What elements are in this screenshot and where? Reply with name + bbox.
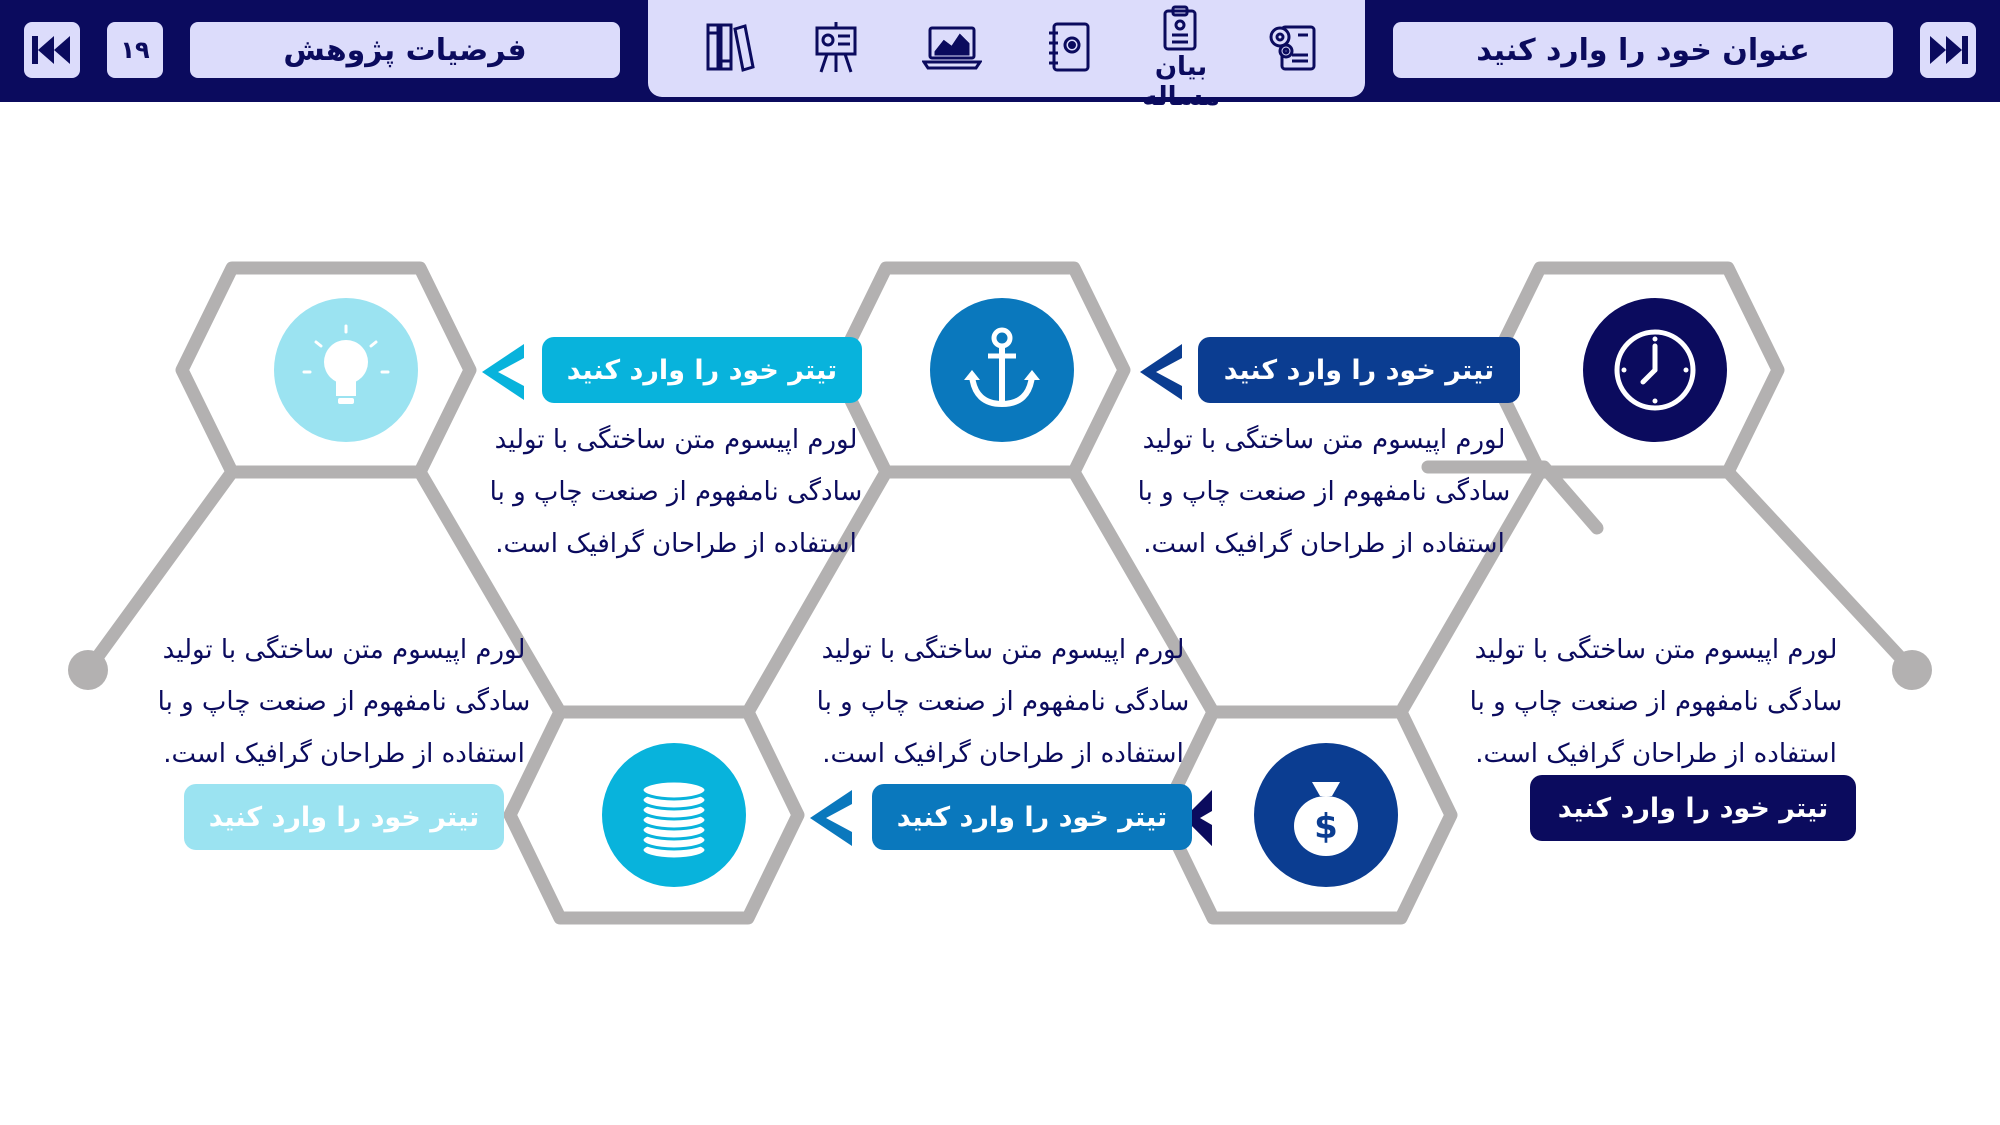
- step-5-description: لورم اپیسوم متن ساختگی با تولید سادگی نامفهوم از صنعت چاپ و با استفاده از طراحان گرافیک است.: [157, 635, 531, 769]
- active-icon-label: بیان مساله: [1142, 52, 1220, 112]
- endpoint-dot: [68, 650, 108, 690]
- lightbulb-icon: [274, 298, 418, 442]
- step-2-description: لورم اپیسوم متن ساختگی با تولید سادگی نامفهوم از صنعت چاپ و با استفاده از طراحان گرافیک است.: [1137, 425, 1511, 559]
- step-5-title[interactable]: تیتر خود را وارد کنید: [184, 784, 504, 850]
- svg-text:$: $: [1314, 807, 1338, 847]
- database-icon: [602, 743, 746, 887]
- step-3-title[interactable]: تیتر خود را وارد کنید: [872, 784, 1192, 850]
- clock-icon: [1583, 298, 1727, 442]
- page-number: ۱۹: [107, 22, 163, 78]
- main-title[interactable]: عنوان خود را وارد کنید: [1393, 22, 1893, 78]
- money-bag-icon: [1254, 743, 1398, 887]
- step-4-title[interactable]: تیتر خود را وارد کنید: [542, 337, 862, 403]
- step-1-description: لورم اپیسوم متن ساختگی با تولید سادگی نامفهوم از صنعت چاپ و با استفاده از طراحان گرافیک است.: [1469, 635, 1843, 769]
- step-3-description: لورم اپیسوم متن ساختگی با تولید سادگی نامفهوم از صنعت چاپ و با استفاده از طراحان گرافیک است.: [816, 635, 1190, 769]
- step-4-description: لورم اپیسوم متن ساختگی با تولید سادگی نامفهوم از صنعت چاپ و با استفاده از طراحان گرافیک است.: [489, 425, 863, 559]
- section-title[interactable]: فرضیات پژوهش: [190, 22, 620, 78]
- anchor-icon: [930, 298, 1074, 442]
- step-1-title[interactable]: تیتر خود را وارد کنید: [1530, 775, 1856, 841]
- endpoint-dot: [1892, 650, 1932, 690]
- step-2-title[interactable]: تیتر خود را وارد کنید: [1198, 337, 1520, 403]
